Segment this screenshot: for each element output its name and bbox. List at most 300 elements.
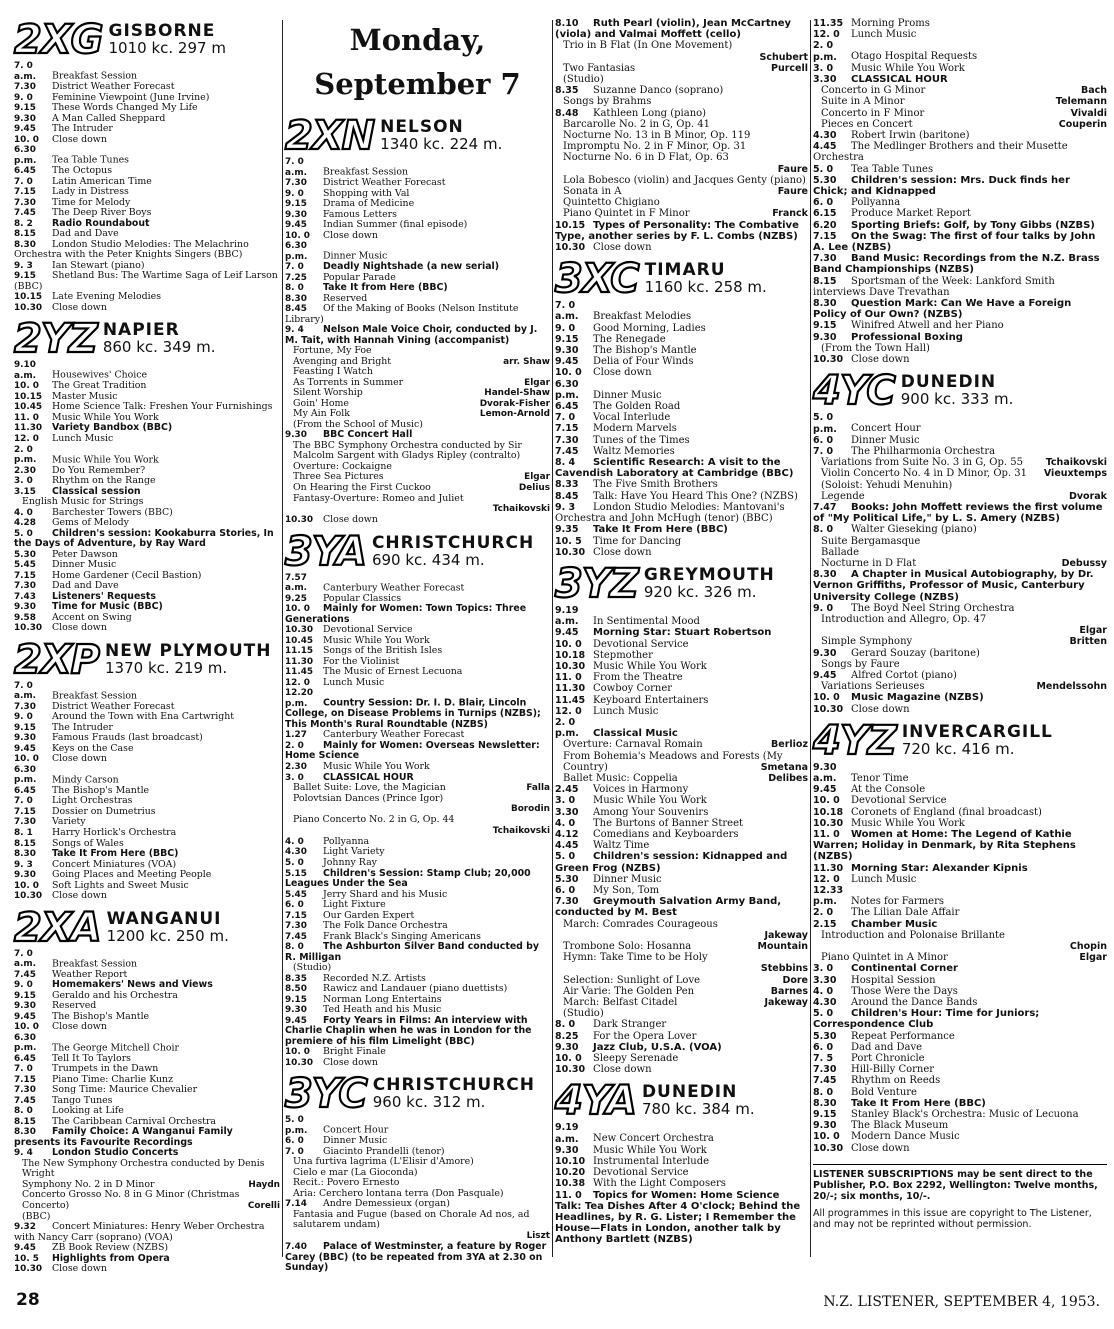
- composer-name: Telemann: [1055, 96, 1107, 108]
- programme-title: Trombone Solo: Hosanna: [563, 940, 692, 952]
- programme-title: Piano Time: Charlie Kunz: [52, 1073, 174, 1085]
- programme-title: Overture: Carnaval Romain: [563, 739, 703, 751]
- programme-title: Mainly for Women: Town Topics: Three Generations: [285, 603, 527, 625]
- programme-title: Music While You Work: [52, 411, 159, 423]
- programme-entry: [285, 241, 550, 262]
- programme-title: Symphony No. 2 in D Minor: [22, 1178, 155, 1190]
- programme-title: With the Light Composers: [593, 1178, 726, 1190]
- programme-title: Children's Hour: Time for Juniors; Correspondence Club: [813, 1008, 1040, 1031]
- programme-time: 10. 0: [14, 754, 39, 765]
- programme-time: 10. 5: [14, 1253, 39, 1264]
- programme-title: Time for Dancing: [593, 535, 682, 547]
- programme-time: 7. 5: [813, 1053, 834, 1065]
- programme-title: Good Morning, Ladies: [593, 322, 706, 334]
- programme-title: (From the School of Music): [293, 418, 423, 430]
- station-header: [14, 17, 280, 63]
- composer-name: Dvorak-Fisher: [479, 398, 550, 409]
- programme-title: The Five Smith Brothers: [593, 479, 718, 491]
- programme-entry: [555, 85, 808, 96]
- programme-title: BBC Concert Hall: [323, 429, 413, 441]
- programme-title: Tunes of the Times: [593, 434, 690, 446]
- programme-title: Otago Hospital Requests: [851, 51, 978, 63]
- programme-time: 11. 0: [813, 828, 840, 840]
- composer-name: Berlioz: [771, 739, 808, 751]
- station-city: GISBORNE: [108, 21, 216, 41]
- programme-title: Gerard Souzay (baritone): [851, 647, 980, 659]
- programme-time: 4.30: [813, 130, 837, 142]
- programme-entry: [555, 242, 808, 253]
- programme-title: Shetland Bus: The Wartime Saga of Leif Larson (BBC): [14, 270, 278, 292]
- programme-time: 9.15: [285, 994, 307, 1005]
- programme-title: Ballade: [821, 546, 859, 558]
- programme-title: Listeners' Requests: [52, 590, 156, 602]
- programme-title: Gems of Melody: [52, 517, 129, 529]
- programme-title: The Ashburton Silver Band conducted by R. Milligan: [285, 941, 539, 963]
- programme-title: Impromptu No. 2 in F Minor, Op. 31: [563, 141, 747, 153]
- programme-time: 8.30: [14, 1127, 36, 1138]
- programme-title: Walter Gieseking (piano): [851, 524, 977, 536]
- programme-title: Close down: [52, 753, 107, 765]
- programme-detail: [813, 636, 1107, 647]
- programme-time: 3.30: [555, 806, 579, 818]
- programme-title: Music While You Work: [52, 454, 159, 466]
- programme-time: 2. 0 p.m.: [14, 444, 37, 466]
- programme-entry: [813, 1109, 1107, 1120]
- programme-title: The Folk Dance Orchestra: [323, 920, 448, 932]
- programme-time: 10.30: [555, 546, 586, 558]
- programme-title: Dad and Dave: [52, 228, 119, 240]
- programme-entry: [813, 670, 1107, 681]
- programme-title: Keyboard Entertainers: [593, 694, 709, 706]
- programme-title: Songs by Brahms: [563, 96, 652, 108]
- programme-title: Children's session: Kidnapped and Green Frog (NZBS): [555, 851, 788, 874]
- programme-time: 9.10 a.m.: [14, 360, 36, 381]
- composer-name: Elgar: [524, 377, 550, 388]
- programme-title: Variations Serieuses: [821, 681, 925, 693]
- programme-title: At the Console: [851, 784, 926, 796]
- programme-time: 8.35: [285, 973, 307, 984]
- programme-time: 8.15: [813, 275, 837, 287]
- programme-title: Dinner Music: [593, 389, 662, 401]
- programme-time: 8. 0: [14, 1106, 33, 1117]
- programme-title: Introduction and Allegro, Op. 47: [821, 613, 987, 625]
- programme-title: Take It From Here (BBC): [593, 524, 728, 536]
- programme-entry: [555, 1064, 808, 1075]
- programme-time: 9.45: [813, 669, 837, 681]
- programme-time: 9. 0: [14, 712, 33, 723]
- programme-time: 7.45: [285, 931, 307, 942]
- programme-time: 10.45: [14, 402, 43, 413]
- programme-title: Breakfast Session: [52, 690, 138, 702]
- programme-time: 9.45: [14, 1243, 36, 1254]
- programme-title: Shopping with Val: [323, 187, 410, 199]
- programme-title: Mainly for Women: Overseas Newsletter: Home Science: [285, 739, 540, 762]
- programme-time: 8.33: [555, 479, 579, 491]
- programme-entry: [555, 356, 808, 367]
- copyright-notice: All programmes in this issue are copyright to The Listener, and may not be reprinted without permission.: [813, 1207, 1092, 1230]
- programme-title: Peter Dawson: [52, 548, 118, 560]
- programme-entry: [813, 1087, 1107, 1098]
- programme-title: Dad and Dave: [52, 580, 119, 592]
- programme-time: 10.30: [813, 354, 844, 366]
- programme-title: Johnny Ray: [323, 856, 377, 868]
- programme-title: Palace of Westminster, a feature by Roger Carey (BBC) (to be repeated from 3YA at 2.30 on Sunday): [285, 1241, 547, 1274]
- programme-title: Violin Concerto No. 4 in D Minor, Op. 31: [821, 468, 1028, 480]
- programme-title: Notes for Farmers: [851, 896, 945, 908]
- programme-time: 9.45: [14, 1011, 36, 1022]
- composer-name: Delibes: [768, 772, 808, 784]
- station-city: CHRISTCHURCH: [371, 532, 535, 553]
- programme-time: 4.28: [14, 518, 36, 529]
- programme-entry: [14, 891, 280, 902]
- programme-title: (Studio): [563, 1008, 604, 1020]
- programme-title: Going Places and Meeting People: [52, 869, 212, 881]
- programme-detail: [555, 751, 808, 773]
- programme-entry: [813, 164, 1107, 175]
- programme-title: Children's session: Mrs. Duck finds her Chick; and Kidnapped: [813, 174, 1070, 198]
- programme-detail: [813, 536, 1107, 547]
- programme-time: 10.30: [285, 625, 314, 636]
- programme-time: 9.30: [285, 430, 307, 441]
- programme-time: 4. 0: [14, 507, 33, 518]
- programme-time: 9.15: [813, 320, 837, 332]
- programme-time: 6.30 p.m.: [285, 241, 308, 262]
- programme-entry: [285, 304, 550, 325]
- programme-time: 6. 0: [813, 197, 834, 209]
- programme-title: Lunch Music: [593, 705, 659, 717]
- programme-title: Devotional Service: [323, 624, 413, 636]
- programme-time: 2. 0 p.m.: [555, 716, 579, 740]
- programme-title: Close down: [52, 1263, 107, 1275]
- programme-time: 9.30: [14, 1001, 36, 1012]
- programme-detail: [813, 614, 1107, 625]
- programme-time: 9.30: [285, 209, 307, 220]
- programme-entry: [813, 569, 1107, 603]
- programme-entry: [813, 1098, 1107, 1109]
- programme-time: 7. 0: [285, 1146, 304, 1157]
- programme-entry: [555, 1145, 808, 1156]
- programme-title: In Sentimental Mood: [593, 616, 700, 628]
- programme-entry: [14, 1022, 280, 1033]
- programme-time: 10. 0: [14, 880, 39, 891]
- programme-title: Hymn: Take Time to be Holy: [563, 952, 708, 964]
- station-frequency: 1340 kc. 224 m.: [380, 135, 503, 153]
- programme-time: 7.45: [14, 208, 36, 219]
- programme-time: 9.19 a.m.: [555, 1122, 579, 1145]
- programme-title: Time for Melody: [52, 196, 131, 208]
- programme-title: Close down: [851, 703, 910, 715]
- programme-title: Rhythm on the Range: [52, 475, 156, 487]
- programme-title: Music While You Work: [851, 62, 965, 74]
- programme-title: Hill-Billy Corner: [851, 1064, 935, 1076]
- programme-time: 5.15: [285, 868, 307, 879]
- programme-time: 9.45: [14, 124, 36, 135]
- programme-title: Close down: [52, 133, 107, 145]
- programme-title: Family Choice: A Wanganui Family presents its Favourite Recordings: [14, 1126, 233, 1148]
- programme-entry: [813, 1131, 1107, 1142]
- station-2xg: [14, 17, 280, 317]
- programme-time: 9. 0: [813, 602, 834, 614]
- programme-title: Master Music: [52, 390, 118, 402]
- programme-title: Vocal Interlude: [593, 412, 671, 424]
- programme-time: 7.25: [285, 272, 307, 283]
- programme-time: 10.30: [555, 242, 586, 254]
- station-callsign-logo: 2XN: [285, 113, 375, 159]
- programme-title: Band Music: Recordings from the N.Z. Brass Band Championships (NZBS): [813, 253, 1100, 276]
- programme-title: (Studio): [563, 74, 604, 85]
- programme-title: London Studio Concerts: [52, 1147, 179, 1159]
- programme-title: Talk: Have You Heard This One? (NZBS): [593, 490, 798, 502]
- programme-title: Pollyanna: [851, 197, 901, 209]
- programme-detail: [555, 930, 808, 941]
- programme-time: 3.15: [14, 486, 36, 497]
- programme-time: 5.30: [813, 174, 837, 186]
- programme-title: The Medlinger Brothers and their Musette Orchestra: [813, 141, 1068, 164]
- station-2xn: [285, 113, 550, 530]
- programme-title: Home Science Talk: Freshen Your Furnishings: [52, 401, 273, 413]
- programme-time: 10. 0: [285, 1047, 310, 1058]
- programme-entry: [813, 603, 1107, 614]
- programme-entry: [285, 157, 550, 178]
- programme-title: Dinner Music: [323, 250, 388, 262]
- station-frequency: 900 kc. 333 m.: [900, 390, 1014, 409]
- programme-time: 5.30: [555, 873, 579, 885]
- programme-entry: [285, 1242, 550, 1274]
- programme-title: From the Theatre: [593, 672, 683, 684]
- programme-time: 10.15: [14, 391, 43, 402]
- programme-time: 10. 0: [14, 1022, 39, 1033]
- programme-title: Morning Star: Stuart Robertson: [593, 627, 772, 639]
- programme-title: The Golden Road: [593, 401, 681, 413]
- programme-time: 10. 0: [555, 367, 582, 379]
- programme-time: 6. 0: [555, 884, 576, 896]
- programme-time: 8. 0: [285, 283, 304, 294]
- composer-name: Barnes: [770, 985, 808, 997]
- programme-time: 5. 0: [813, 163, 834, 175]
- programme-title: Tell It To Taylors: [52, 1052, 131, 1064]
- programme-title: The Black Museum: [851, 1120, 949, 1132]
- programme-title: Instrumental Interlude: [593, 1156, 710, 1168]
- programme-entry: [555, 457, 808, 479]
- programme-title: Introduction and Polonaise Brillante: [821, 929, 1005, 941]
- station-callsign-logo: 2XA: [14, 904, 101, 951]
- programme-title: Close down: [52, 301, 107, 313]
- programme-title: Among Your Souvenirs: [593, 806, 709, 818]
- programme-entry: [813, 1120, 1107, 1131]
- station-3yc: [285, 1071, 550, 1277]
- programme-title: London Studio Melodies: Mantovani's Orchestra and John McHugh (tenor) (BBC): [555, 501, 785, 525]
- programme-title: Keys on the Case: [52, 742, 134, 754]
- programme-time: 7.47: [813, 501, 837, 513]
- programme-entry: [813, 502, 1107, 524]
- programme-title: Lunch Music: [851, 873, 917, 885]
- station-4ya-continued: [813, 18, 1107, 369]
- programme-time: 12.20 p.m.: [285, 688, 314, 709]
- programme-time: 4.30: [813, 997, 837, 1009]
- programme-detail: [813, 930, 1107, 941]
- programme-title: District Weather Forecast: [52, 81, 175, 93]
- programme-time: 11.30: [555, 683, 586, 695]
- programme-title: Time for Music (BBC): [52, 601, 163, 613]
- programme-time: 7. 0 a.m.: [285, 157, 307, 178]
- programme-title: Trumpets in the Dawn: [52, 1063, 159, 1075]
- programme-title: The Music of Ernest Lecuona: [323, 666, 463, 678]
- programme-title: (Studio): [293, 962, 332, 974]
- programme-entry: [14, 1127, 280, 1148]
- composer-name: arr. Shaw: [503, 356, 550, 367]
- programme-entry: [813, 829, 1107, 863]
- programme-title: Reserved: [323, 292, 368, 304]
- programme-title: Around the Dance Bands: [851, 997, 978, 1009]
- programme-entry: [555, 18, 808, 40]
- programme-title: Those Were the Days: [851, 985, 958, 997]
- programme-time: 7.30: [555, 896, 579, 908]
- programme-title: Professional Boxing: [851, 331, 963, 343]
- programme-title: Fantasy-Overture: Romeo and Juliet: [293, 492, 464, 504]
- programme-time: 11.45: [285, 667, 314, 678]
- programme-entry: [813, 818, 1107, 829]
- programme-title: The Philharmonia Orchestra: [851, 445, 996, 457]
- station-header: [285, 1071, 550, 1118]
- programme-title: Take It From Here (BBC): [851, 1097, 986, 1109]
- station-header: [285, 528, 550, 575]
- programme-time: 7.30: [555, 434, 579, 446]
- programme-title: Morning Proms: [851, 18, 930, 29]
- station-frequency: 960 kc. 312 m.: [372, 1093, 486, 1112]
- programme-entry: [813, 1008, 1107, 1030]
- programme-title: Sportsman of the Week: Lankford Smith interviews Dave Trevathan: [813, 275, 1055, 298]
- programme-detail: [813, 96, 1107, 107]
- programme-detail: [813, 547, 1107, 558]
- programme-entry: [14, 445, 280, 466]
- programme-time: 9.30: [14, 602, 36, 613]
- programme-entry: [555, 401, 808, 412]
- programme-time: 7.40: [285, 1242, 307, 1253]
- programme-title: Simple Symphony: [821, 636, 913, 648]
- programme-title: Alfred Cortot (piano): [851, 669, 957, 681]
- programme-title: Soft Lights and Sweet Music: [52, 879, 189, 891]
- programme-title: Reserved: [52, 1000, 97, 1012]
- programme-title: Avenging and Bright: [293, 355, 392, 367]
- column-3: [555, 18, 808, 1250]
- programme-detail: [813, 480, 1107, 491]
- station-callsign-logo: 3XC: [555, 256, 639, 303]
- programme-time: 9.45: [285, 1015, 307, 1026]
- programme-title: Breakfast Session: [52, 958, 138, 970]
- programme-entry: [813, 1042, 1107, 1053]
- programme-time: 8.50: [285, 984, 307, 995]
- programme-title: Children's Session: Stamp Club; 20,000 Leagues Under the Sea: [285, 867, 531, 890]
- programme-entry: [14, 681, 280, 702]
- composer-name: Vieuxtemps: [1043, 468, 1107, 480]
- programme-title: The Great Tradition: [52, 380, 147, 392]
- programme-title: Dinner Music: [593, 873, 662, 885]
- programme-entry: [555, 807, 808, 818]
- programme-title: Sonata in A: [563, 186, 622, 198]
- programme-time: 9.35: [555, 524, 579, 536]
- programme-time: 7.30: [813, 253, 837, 265]
- programme-time: 10.15: [14, 292, 43, 303]
- programme-time: 9.30: [14, 870, 36, 881]
- programme-entry: [813, 874, 1107, 885]
- programme-time: 10. 5: [555, 535, 582, 547]
- programme-entry: [555, 524, 808, 535]
- programme-time: 7.15: [555, 423, 579, 435]
- programme-title: Music While You Work: [323, 634, 430, 646]
- programme-title: Breakfast Session: [52, 70, 138, 82]
- programme-title: March: Comrades Courageous: [563, 918, 718, 930]
- programme-title: The Renegade: [593, 333, 666, 345]
- programme-time: 9. 4: [285, 325, 304, 336]
- programme-title: Cowboy Corner: [593, 683, 673, 695]
- programme-title: Popular Classics: [323, 592, 402, 604]
- programme-title: Feasting I Watch: [293, 366, 373, 378]
- programme-time: 10.18: [813, 806, 844, 818]
- programme-entry: [555, 1042, 808, 1053]
- programme-entry: [555, 446, 808, 457]
- programme-entry: [555, 639, 808, 650]
- composer-name: Delius: [518, 482, 550, 493]
- programme-time: 7.15: [285, 910, 307, 921]
- programme-time: 10.15: [555, 219, 586, 231]
- programme-entry: [813, 231, 1107, 253]
- programme-detail: [813, 491, 1107, 502]
- programme-time: 10. 0: [555, 1053, 582, 1064]
- programme-time: 9.30: [813, 331, 837, 343]
- programme-title: Tea Table Tunes: [851, 163, 934, 175]
- station-3ya-continued: [555, 18, 808, 257]
- station-2xa: [14, 904, 280, 1279]
- programme-entry: [14, 765, 280, 786]
- programme-title: Radio Roundabout: [52, 217, 150, 229]
- programme-entry: [555, 323, 808, 334]
- programme-title: Greymouth Salvation Army Band, conducted by M. Best: [555, 896, 782, 919]
- programme-entry: [813, 692, 1107, 703]
- station-city: NAPIER: [102, 320, 180, 341]
- programme-time: 10. 0: [555, 638, 582, 650]
- programme-title: Fantasia and Fugue (based on Chorale Ad nos, ad salutarem undam): [293, 1208, 530, 1231]
- programme-time: 9.15: [14, 990, 36, 1001]
- programme-time: 5.30: [813, 1030, 837, 1042]
- programme-entry: [813, 885, 1107, 907]
- station-callsign-logo: 2XP: [14, 636, 99, 683]
- programme-detail: [285, 441, 550, 462]
- programme-time: 10.20: [555, 1167, 586, 1179]
- programme-title: Light Fixture: [323, 899, 386, 911]
- programme-entry: [555, 650, 808, 661]
- programme-detail: [555, 208, 808, 219]
- programme-title: Songs by Faure: [821, 658, 900, 670]
- station-header: [14, 316, 280, 363]
- programme-title: The New Symphony Orchestra conducted by Denis Wright: [22, 1157, 265, 1180]
- programme-time: 2. 0: [813, 907, 834, 919]
- programme-title: My Son, Tom: [593, 884, 660, 896]
- programme-time: 10.45: [285, 635, 314, 646]
- programme-title: Children's session: Kookaburra Stories, In the Days of Adventure, by Ray Ward: [14, 527, 274, 550]
- programme-time: 9.32: [14, 1222, 36, 1233]
- programme-detail: [555, 40, 808, 51]
- station-city: DUNEDIN: [641, 1082, 738, 1103]
- programme-entry: [555, 874, 808, 885]
- programme-title: Rawicz and Landauer (piano duettists): [323, 983, 508, 995]
- programme-time: 9.15: [285, 199, 307, 210]
- programme-title: Books: John Moffett reviews the first volume of "My Political Life," by L. S. Amery (NZBS): [813, 501, 1103, 525]
- programme-detail: [285, 815, 550, 826]
- programme-title: Stepmother: [593, 649, 653, 661]
- programme-time: 4. 0: [813, 985, 834, 997]
- programme-entry: [555, 683, 808, 694]
- programme-title: These Words Changed My Life: [52, 102, 198, 114]
